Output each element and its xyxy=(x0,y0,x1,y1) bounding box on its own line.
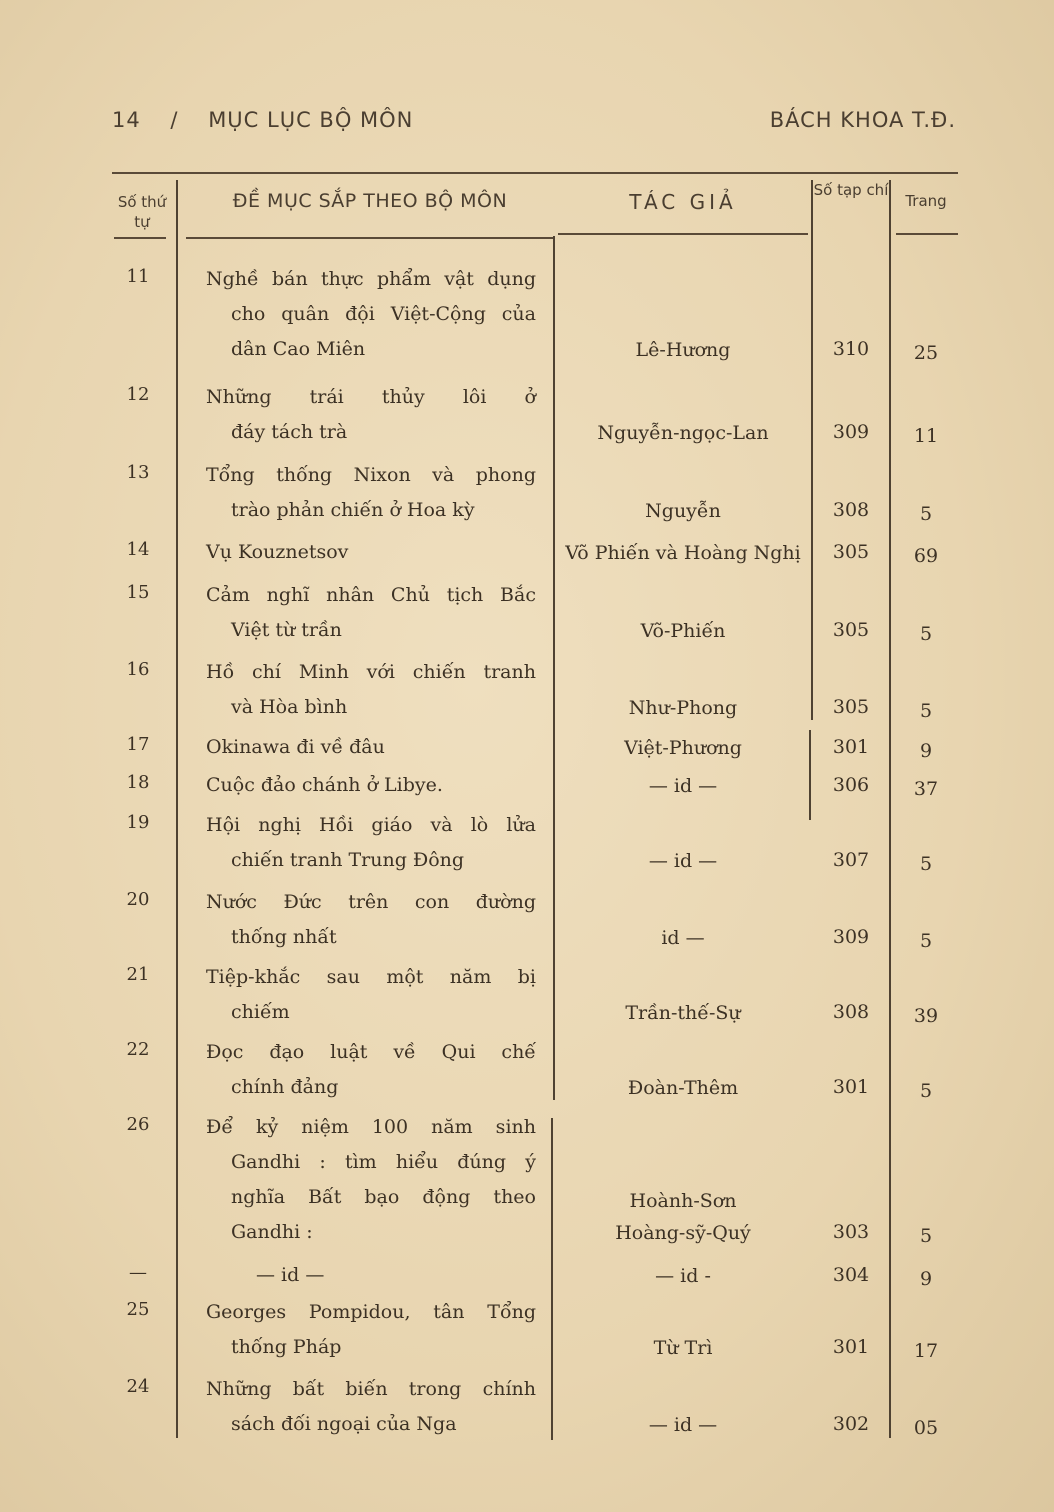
entry-title-line: đáy tách trà xyxy=(231,421,348,443)
entry-author-line: Trần-thế-Sự xyxy=(625,1002,741,1024)
entry-issue: 301 xyxy=(832,1336,870,1358)
entry-title xyxy=(206,1035,536,1105)
entry-title xyxy=(206,730,536,765)
entry-author xyxy=(558,997,808,1029)
entry-issue: 302 xyxy=(832,1413,870,1435)
header-left xyxy=(112,108,413,132)
entry-title-line: thống Pháp xyxy=(231,1336,342,1358)
entry-issue: 305 xyxy=(832,619,870,641)
entry-author xyxy=(558,417,808,449)
entry-title xyxy=(206,808,536,878)
entry-author-line: Nguyễn xyxy=(645,500,721,522)
running-header xyxy=(0,108,1054,138)
entry-author xyxy=(558,537,808,569)
header-underline-title xyxy=(186,237,554,239)
entry-page: 5 xyxy=(919,1080,933,1102)
header-underline-number xyxy=(114,237,166,239)
entry-number: 21 xyxy=(126,964,150,985)
entry-author-line: Nguyễn-ngọc-Lan xyxy=(597,422,769,444)
column-header-issue: Số tạp chí xyxy=(813,181,889,199)
entry-page: 5 xyxy=(919,700,933,722)
entry-title-line: Tổng thống Nixon và phong xyxy=(206,464,536,486)
page-number: 14 xyxy=(112,108,141,132)
entry-number: 12 xyxy=(126,384,150,405)
entry-title-line: Gandhi : xyxy=(231,1221,313,1243)
entry-title xyxy=(206,885,536,955)
entry-page: 11 xyxy=(913,425,939,447)
entry-number: 18 xyxy=(126,772,150,793)
entry-title-line: Nước Đức trên con đường xyxy=(206,891,536,913)
entry-page: 39 xyxy=(913,1005,939,1027)
entry-author xyxy=(558,922,808,954)
entry-title xyxy=(206,655,536,725)
column-divider-number xyxy=(176,180,178,1438)
entry-number: 17 xyxy=(126,734,150,755)
entry-number: 25 xyxy=(126,1299,150,1320)
entry-title xyxy=(206,262,536,367)
entry-issue: 301 xyxy=(832,1076,870,1098)
entry-author-line: Việt-Phương xyxy=(624,737,742,759)
entry-author-line: Hoành-Sơn xyxy=(629,1190,737,1212)
entry-title-line: dân Cao Miên xyxy=(231,338,366,360)
entry-title-line: Hồ chí Minh với chiến tranh xyxy=(206,661,536,683)
entry-title xyxy=(206,1372,536,1442)
entry-title-line: và Hòa bình xyxy=(231,696,348,718)
entry-page: 37 xyxy=(913,778,939,800)
entry-author xyxy=(558,770,808,802)
entry-number: 13 xyxy=(126,462,150,483)
entry-title-line: Nghề bán thực phẩm vật dụng xyxy=(206,268,536,290)
entry-author xyxy=(558,334,808,366)
entry-title-line: sách đối ngoại của Nga xyxy=(231,1413,457,1435)
entry-title xyxy=(206,768,536,803)
entry-number: 19 xyxy=(126,812,150,833)
entry-number: 24 xyxy=(126,1376,150,1397)
column-divider-title xyxy=(553,236,555,1100)
entry-issue: 307 xyxy=(832,849,870,871)
entry-author-line: — id — xyxy=(648,1414,718,1436)
column-header-title: ĐỀ MỤC SẮP THEO BỘ MÔN xyxy=(232,190,508,212)
entry-issue: 306 xyxy=(832,774,870,796)
entry-title-line: Hội nghị Hồi giáo và lò lửa xyxy=(206,814,536,836)
section-title: MỤC LỤC BỘ MÔN xyxy=(208,108,414,132)
entry-number: 26 xyxy=(126,1114,150,1135)
entry-number: 20 xyxy=(126,889,150,910)
entry-page: 9 xyxy=(919,1268,933,1290)
entry-title-line: Để kỷ niệm 100 năm sinh xyxy=(206,1116,536,1138)
column-divider-author-mid xyxy=(809,730,811,820)
entry-number: 15 xyxy=(126,582,150,603)
entry-issue: 309 xyxy=(832,421,870,443)
entry-title-line: Cuộc đảo chánh ở Libye. xyxy=(206,774,443,796)
entry-page: 5 xyxy=(919,1225,933,1247)
entry-issue: 304 xyxy=(832,1264,870,1286)
column-divider-title-lower xyxy=(551,1118,553,1440)
entry-title-line: — id — xyxy=(256,1264,325,1286)
entry-title xyxy=(206,380,536,450)
entry-title-line: Việt từ trần xyxy=(231,619,342,641)
entry-page: 69 xyxy=(913,545,939,567)
entry-title-line: Tiệp-khắc sau một năm bị xyxy=(206,966,536,988)
entry-title xyxy=(206,458,536,528)
table-top-rule xyxy=(112,172,958,174)
entry-author-line: Đoàn-Thêm xyxy=(627,1077,739,1099)
entry-title xyxy=(206,1110,536,1250)
journal-name: BÁCH KHOA T.Đ. xyxy=(769,108,956,132)
entry-title-line: Okinawa đi về đâu xyxy=(206,736,385,758)
entry-title xyxy=(206,960,536,1030)
entry-author xyxy=(558,1332,808,1364)
entry-title-line: Cảm nghĩ nhân Chủ tịch Bắc xyxy=(206,584,536,606)
entry-issue: 308 xyxy=(832,499,870,521)
entry-page: 05 xyxy=(913,1417,939,1439)
entry-author xyxy=(558,692,808,724)
entry-author xyxy=(558,732,808,764)
entry-author-line: Như-Phong xyxy=(628,697,738,719)
entry-author xyxy=(558,1260,808,1292)
entry-title xyxy=(206,1295,536,1365)
entry-author-line: Lê-Hương xyxy=(635,339,731,361)
entry-title-line: chiếm xyxy=(231,1001,290,1023)
entry-number: 16 xyxy=(126,659,150,680)
entry-page: 5 xyxy=(919,930,933,952)
entry-author xyxy=(558,1072,808,1104)
entry-page: 25 xyxy=(913,342,939,364)
entry-issue: 310 xyxy=(832,338,870,360)
entry-issue: 301 xyxy=(832,736,870,758)
entry-author-line: — id — xyxy=(648,775,718,797)
entry-title-line: trào phản chiến ở Hoa kỳ xyxy=(231,499,475,521)
entry-author-line: id — xyxy=(661,927,705,949)
column-header-author: TÁC GIẢ xyxy=(629,190,737,214)
entry-page: 5 xyxy=(919,503,933,525)
header-separator: / xyxy=(170,108,179,132)
entry-title-line: Đọc đạo luật về Qui chế xyxy=(206,1041,536,1063)
entry-issue: 305 xyxy=(832,541,870,563)
entry-issue: 303 xyxy=(832,1221,870,1243)
entry-author xyxy=(558,1409,808,1441)
entry-author-line: Từ Trì xyxy=(653,1337,713,1359)
entry-title-line: cho quân đội Việt-Cộng của xyxy=(231,303,536,325)
column-header-number: Số thứ tự xyxy=(117,193,167,231)
entry-title-line: Những bất biến trong chính xyxy=(206,1378,536,1400)
entry-author-line: — id — xyxy=(648,850,718,872)
header-underline-author xyxy=(558,233,808,235)
entry-title-line: Georges Pompidou, tân Tổng xyxy=(206,1301,536,1323)
entry-author xyxy=(558,495,808,527)
entry-author-line: Võ-Phiến xyxy=(640,620,726,642)
entry-page: 17 xyxy=(913,1340,939,1362)
entry-author xyxy=(558,615,808,647)
entry-author-line: Võ Phiến và Hoàng Nghị xyxy=(565,542,801,564)
column-header-page: Trang xyxy=(905,192,947,210)
entry-title-line: chiến tranh Trung Đông xyxy=(231,849,465,871)
entry-issue: 308 xyxy=(832,1001,870,1023)
entry-issue: 305 xyxy=(832,696,870,718)
entry-author xyxy=(558,1185,808,1249)
entry-issue: 309 xyxy=(832,926,870,948)
header-underline-page xyxy=(896,233,958,235)
column-divider-issue xyxy=(889,180,891,1438)
entry-title-line: thống nhất xyxy=(231,926,337,948)
entry-page: 5 xyxy=(919,623,933,645)
entry-title-line: chính đảng xyxy=(231,1076,339,1098)
entry-author-line: Hoàng-sỹ-Quý xyxy=(615,1222,751,1244)
entry-author-line: — id - xyxy=(655,1265,711,1287)
entry-number: 14 xyxy=(126,539,150,560)
entry-title xyxy=(206,1258,536,1293)
entry-number: — xyxy=(129,1262,147,1283)
entry-number: 11 xyxy=(126,266,150,287)
entry-author xyxy=(558,845,808,877)
entry-number: 22 xyxy=(126,1039,150,1060)
entry-page: 9 xyxy=(919,740,933,762)
entry-title xyxy=(206,535,536,570)
entry-title-line: Gandhi : tìm hiểu đúng ý xyxy=(231,1151,536,1173)
entry-page: 5 xyxy=(919,853,933,875)
entry-title-line: Vụ Kouznetsov xyxy=(206,541,349,563)
entry-title xyxy=(206,578,536,648)
entry-title-line: nghĩa Bất bạo động theo xyxy=(231,1186,536,1208)
entry-title-line: Những trái thủy lôi ở xyxy=(206,386,536,408)
